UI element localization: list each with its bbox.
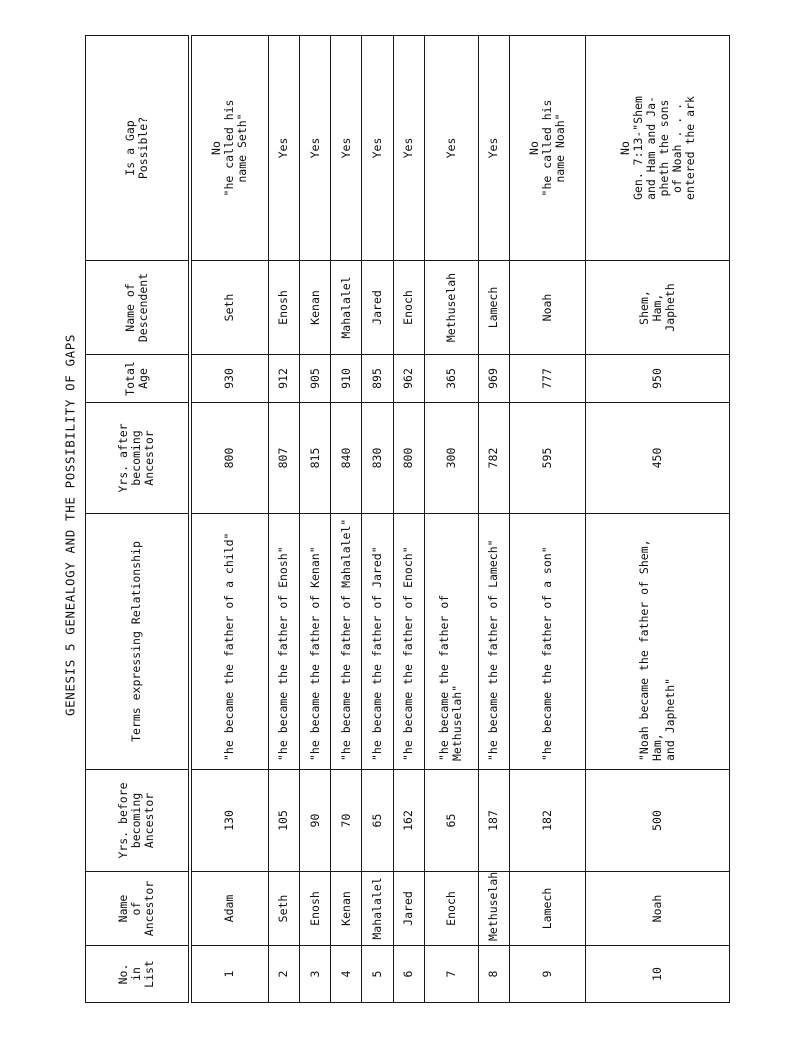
cell-no: 8 [478,946,509,1003]
cell-yrs-after: 800 [393,403,424,514]
cell-yrs-after: 830 [362,403,393,514]
cell-terms: "he became the father of Lamech" [478,514,509,770]
cell-terms: "he became the father of Kenan" [300,514,331,770]
cell-yrs-before: 182 [509,770,585,872]
cell-terms: "he became the father of Mahalalel" [331,514,362,770]
cell-descendent: Jared [362,261,393,355]
cell-terms: "he became the father of Enoch" [393,514,424,770]
cell-yrs-before: 130 [190,770,269,872]
table-row [478,36,509,1003]
cell-gap: No Gen. 7:13-"Shem and Ham and Ja- pheth the sons of Noah . . . entered the ark [586,36,730,261]
cell-total-age: 365 [424,355,478,403]
cell-yrs-before: 90 [300,770,331,872]
cell-descendent: Seth [190,261,269,355]
cell-gap: Yes [362,36,393,261]
cell-gap: Yes [268,36,299,261]
cell-yrs-before: 70 [331,770,362,872]
cell-gap: Yes [300,36,331,261]
header-gap: Is a Gap Possible? [86,36,190,261]
cell-yrs-before: 500 [586,770,730,872]
cell-descendent: Enoch [393,261,424,355]
header-total-age: Total Age [86,355,190,403]
cell-no: 3 [300,946,331,1003]
cell-no: 6 [393,946,424,1003]
cell-no: 2 [268,946,299,1003]
cell-ancestor: Enoch [424,872,478,946]
cell-ancestor: Noah [586,872,730,946]
cell-gap: Yes [393,36,424,261]
table-row [362,36,393,1003]
cell-gap: No "he called his name Seth" [190,36,269,261]
genealogy-table [85,35,730,1003]
cell-yrs-after: 840 [331,403,362,514]
cell-gap: Yes [424,36,478,261]
cell-no: 7 [424,946,478,1003]
cell-descendent: Noah [509,261,585,355]
cell-total-age: 910 [331,355,362,403]
cell-terms: "Noah became the father of Shem, Ham, and Japheth" [586,514,730,770]
cell-yrs-before: 65 [362,770,393,872]
cell-yrs-after: 782 [478,403,509,514]
cell-ancestor: Seth [268,872,299,946]
cell-ancestor: Kenan [331,872,362,946]
cell-descendent: Shem, Ham, Japheth [586,261,730,355]
cell-gap: Yes [478,36,509,261]
cell-ancestor: Lamech [509,872,585,946]
table-row [300,36,331,1003]
header-yrs-after: Yrs. after becoming Ancestor [86,403,190,514]
table-row [268,36,299,1003]
cell-no: 5 [362,946,393,1003]
table-row [190,36,269,1003]
cell-descendent: Lamech [478,261,509,355]
table-row [424,36,478,1003]
cell-yrs-before: 187 [478,770,509,872]
cell-ancestor: Mahalalel [362,872,393,946]
cell-yrs-after: 300 [424,403,478,514]
table-row [393,36,424,1003]
cell-total-age: 969 [478,355,509,403]
cell-terms: "he became the father of a son" [509,514,585,770]
header-ancestor: Name of Ancestor [86,872,190,946]
cell-yrs-before: 105 [268,770,299,872]
cell-ancestor: Enosh [300,872,331,946]
cell-descendent: Enosh [268,261,299,355]
cell-no: 4 [331,946,362,1003]
cell-gap: Yes [331,36,362,261]
cell-terms: "he became the father of Methuselah" [424,514,478,770]
cell-total-age: 950 [586,355,730,403]
cell-yrs-after: 800 [190,403,269,514]
cell-terms: "he became the father of Enosh" [268,514,299,770]
document-title: GENESIS 5 GENEALOGY AND THE POSSIBILITY OF GAPS [62,334,78,716]
cell-yrs-after: 595 [509,403,585,514]
header-terms: Terms expressing Relationship [86,514,190,770]
cell-descendent: Kenan [300,261,331,355]
header-no: No. in List [86,946,190,1003]
cell-gap: No "he called his name Noah" [509,36,585,261]
header-yrs-before: Yrs. before becoming Ancestor [86,770,190,872]
cell-terms: "he became the father of Jared" [362,514,393,770]
cell-total-age: 895 [362,355,393,403]
cell-yrs-after: 807 [268,403,299,514]
cell-no: 1 [190,946,269,1003]
cell-yrs-after: 450 [586,403,730,514]
table-row [509,36,585,1003]
cell-total-age: 930 [190,355,269,403]
cell-descendent: Methuselah [424,261,478,355]
cell-total-age: 962 [393,355,424,403]
cell-total-age: 905 [300,355,331,403]
cell-total-age: 912 [268,355,299,403]
cell-ancestor: Jared [393,872,424,946]
cell-yrs-before: 65 [424,770,478,872]
table-row [586,36,730,1003]
cell-ancestor: Adam [190,872,269,946]
header-row [86,36,190,1003]
cell-no: 9 [509,946,585,1003]
cell-descendent: Mahalalel [331,261,362,355]
cell-ancestor: Methuselah [478,872,509,946]
cell-total-age: 777 [509,355,585,403]
cell-yrs-after: 815 [300,403,331,514]
cell-no: 10 [586,946,730,1003]
genealogy-table-container [85,36,730,1003]
cell-terms: "he became the father of a child" [190,514,269,770]
header-descendent: Name of Descendent [86,261,190,355]
table-row [331,36,362,1003]
cell-yrs-before: 162 [393,770,424,872]
